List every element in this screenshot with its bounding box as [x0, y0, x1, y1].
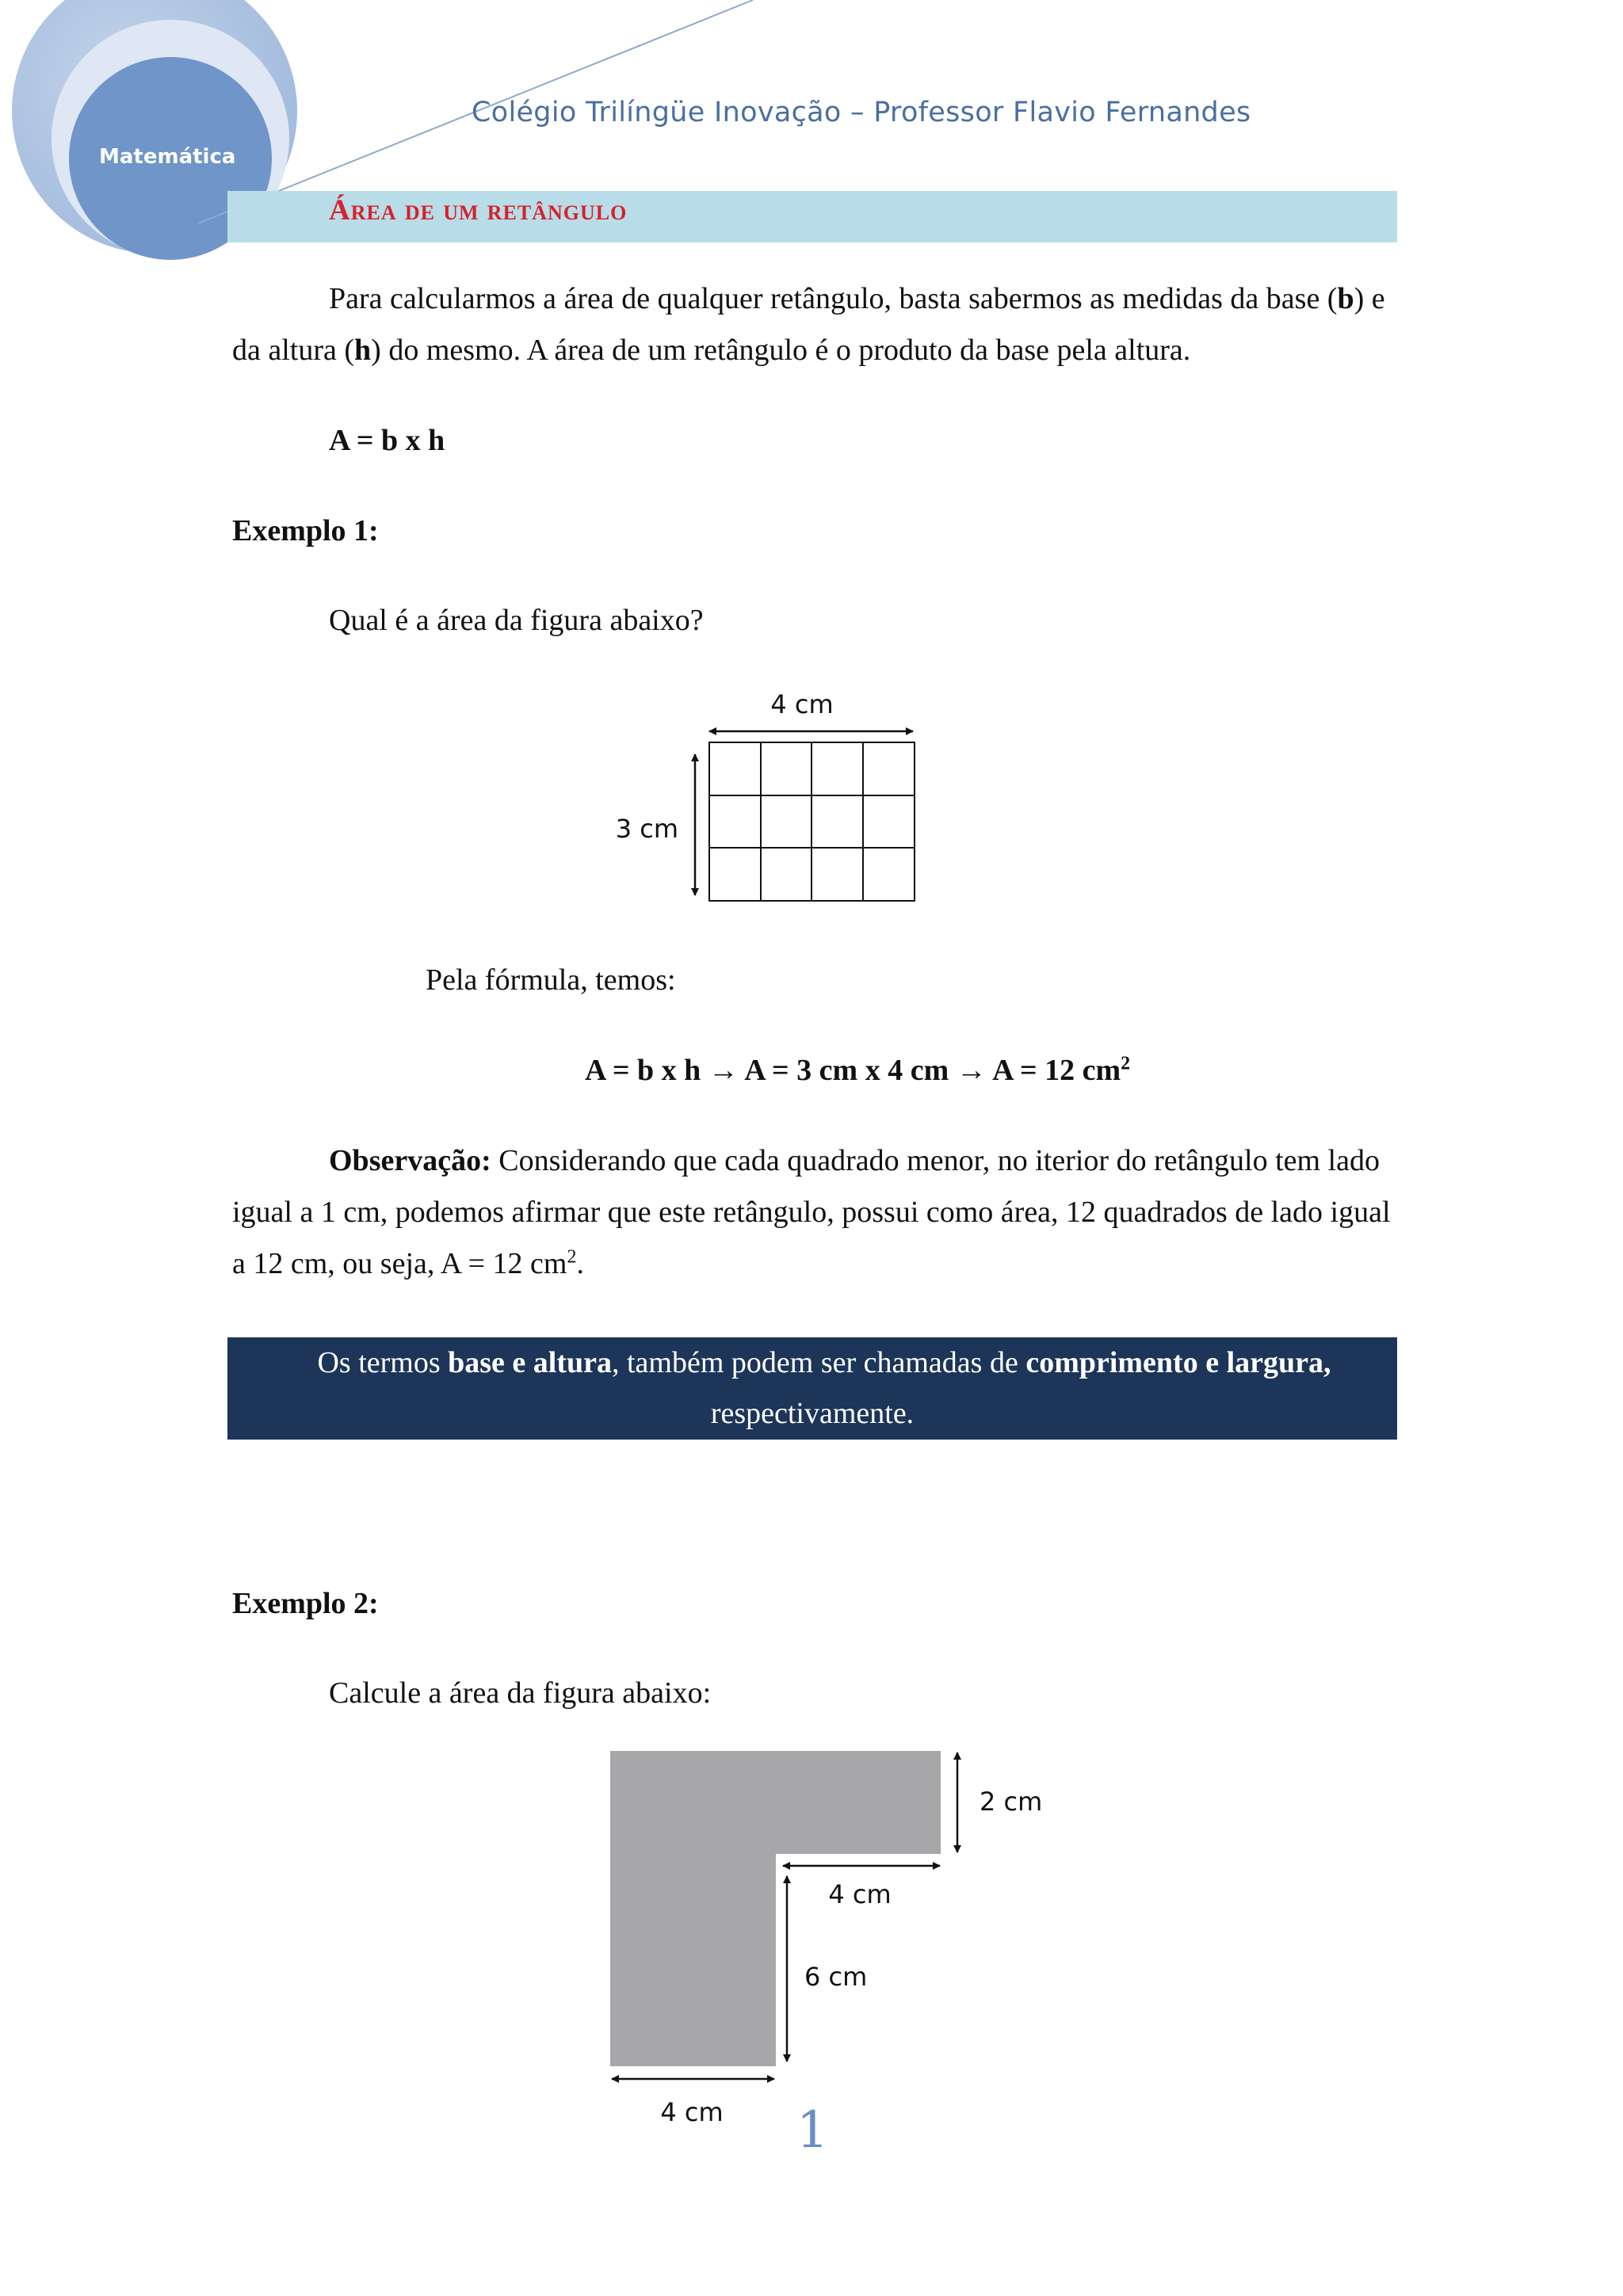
calc-step-1: A = b x h: [585, 1054, 701, 1087]
width-label: 4 cm: [770, 689, 834, 719]
intro-h-symbol: h: [354, 334, 372, 367]
page-number: 1: [796, 2101, 829, 2160]
observation-text: Considerando que cada quadrado menor, no iterior do retângulo tem lado: [498, 1144, 1380, 1177]
intro-line-1: [232, 273, 1396, 325]
observation-text: a 12 cm, ou seja, A = 12 cm: [232, 1247, 567, 1280]
intro-line-2: [232, 325, 1396, 376]
observation-label: Observação:: [329, 1144, 491, 1177]
observation-paragraph: [232, 1135, 1391, 1290]
note-box: [227, 1337, 1397, 1440]
intro-text: ) e: [1354, 282, 1385, 315]
calc-step-2: A = 3 cm x 4 cm: [744, 1054, 949, 1087]
note-line-2: respectivamente.: [710, 1397, 915, 1430]
subject-label: Matemática: [99, 145, 236, 169]
observation-line-2: igual a 1 cm, podemos afirmar que este retângulo, possui como área, 12 quadrados de lado igual: [232, 1196, 1391, 1229]
label-2cm: 2 cm: [980, 1787, 1043, 1817]
note-span-bold: base e altura: [448, 1346, 612, 1379]
label-6cm: 6 cm: [804, 1962, 868, 1992]
example-1-question: Qual é a área da figura abaixo?: [329, 604, 704, 637]
example-2-title: Exemplo 2:: [232, 1587, 379, 1620]
arrow-icon: →: [956, 1054, 987, 1087]
note-span-bold: comprimento e largura,: [1025, 1346, 1331, 1379]
example-1-figure: [602, 681, 935, 911]
observation-line-3: [232, 1238, 1391, 1290]
example-2-figure: [586, 1735, 1062, 2139]
intro-b-symbol: b: [1337, 282, 1354, 315]
calc-result: A = 12 cm: [992, 1054, 1121, 1087]
intro-text: Para calcularmos a área de qualquer retângulo, basta sabermos as medidas da base (: [329, 282, 1338, 315]
label-4cm-bottom: 4 cm: [660, 2097, 724, 2127]
note-span: , também podem ser chamadas de: [612, 1346, 1026, 1379]
observation-line-1: [232, 1135, 1391, 1187]
note-line-1: [227, 1337, 1397, 1388]
note-span: Os termos: [317, 1346, 449, 1379]
calc-exponent: 2: [1121, 1053, 1131, 1074]
intro-paragraph: [232, 273, 1396, 376]
area-formula: A = b x h: [329, 424, 445, 457]
intro-text: da altura (: [232, 334, 355, 367]
example-1-calculation: [585, 1045, 1130, 1097]
section-title: Área de um retângulo: [329, 194, 628, 227]
grid-rectangle: [709, 742, 915, 901]
observation-exponent: 2: [567, 1246, 577, 1268]
school-header: Colégio Trilíngüe Inovação – Professor Flavio Fernandes: [472, 97, 1251, 128]
by-formula-text: Pela fórmula, temos:: [426, 963, 676, 997]
observation-text: .: [576, 1247, 584, 1280]
height-label: 3 cm: [615, 814, 678, 844]
example-2-question: Calcule a área da figura abaixo:: [329, 1676, 712, 1710]
label-4cm-inner: 4 cm: [828, 1879, 892, 1909]
example-1-title: Exemplo 1:: [232, 514, 379, 547]
note-text: [227, 1337, 1397, 1439]
arrow-icon: →: [708, 1054, 739, 1087]
intro-text: ) do mesmo. A área de um retângulo é o produto da base pela altura.: [371, 334, 1191, 367]
